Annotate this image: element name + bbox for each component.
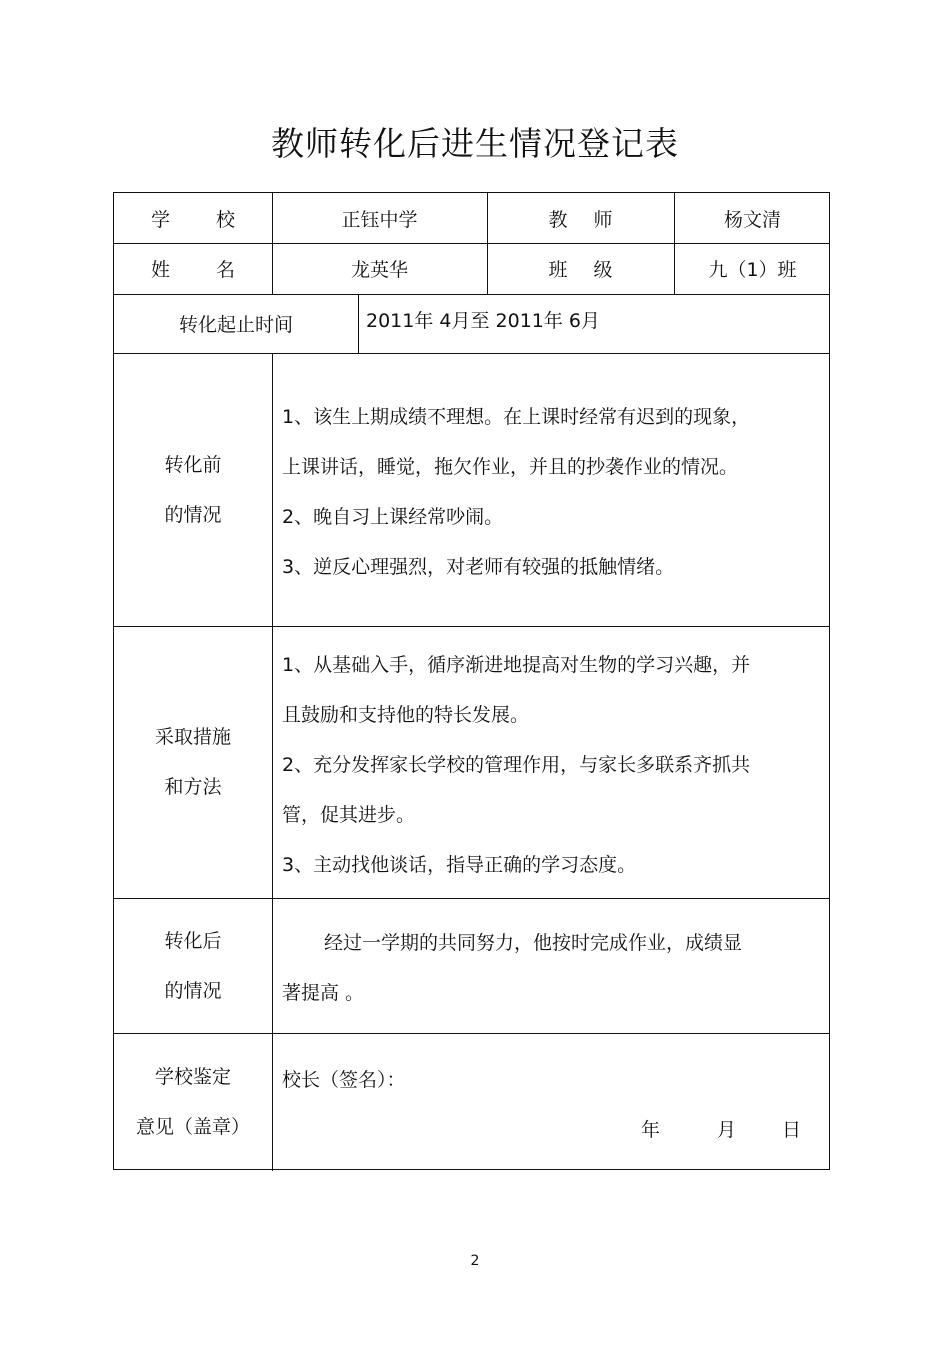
- column-divider: [358, 294, 359, 353]
- date-day-label: 日: [782, 1119, 802, 1141]
- teacher-label: 教 师: [548, 208, 613, 231]
- appraisal-label-line1: 学校鉴定: [154, 1066, 231, 1088]
- measures-line: 3、主动找他谈话，指导正确的学习态度。: [282, 854, 637, 876]
- before-label-line2: 的情况: [164, 503, 222, 526]
- measures-content: [282, 640, 802, 890]
- after-label-line1: 转化后: [164, 929, 222, 952]
- page-number: 2: [470, 1253, 480, 1269]
- principal-signature-label: 校长（签名）：: [282, 1069, 406, 1091]
- measures-line: 管，促其进步。: [282, 804, 416, 826]
- after-label-line2: 的情况: [164, 979, 222, 1002]
- page-title: 教师转化后进生情况登记表: [271, 124, 679, 163]
- before-label: [114, 353, 272, 626]
- name-label: 姓 名: [150, 259, 236, 281]
- measures-line: 且鼓励和支持他的特长发展。: [282, 704, 530, 726]
- after-content: [282, 918, 802, 1018]
- before-line: 2、晚自习上课经常吵闹。: [282, 506, 504, 528]
- name-value: 龙英华: [350, 259, 408, 281]
- school-value: 正钰中学: [341, 208, 418, 231]
- before-line: 1、该生上期成绩不理想。在上课时经常有迟到的现象，: [282, 406, 751, 428]
- registration-form-table: [113, 192, 830, 1170]
- date-year-label: 年: [641, 1119, 661, 1141]
- measures-line: 1、从基础入手，循序渐进地提高对生物的学习兴趣，并: [282, 654, 751, 676]
- after-line: 经过一学期的共同努力，他按时完成作业，成绩显: [324, 932, 743, 954]
- teacher-value: 杨文清: [723, 208, 781, 231]
- measures-label: [114, 626, 272, 898]
- date-month-label: 月: [717, 1119, 737, 1141]
- measures-line: 2、充分发挥家长学校的管理作用，与家长多联系齐抓共: [282, 754, 751, 776]
- appraisal-label-line2: 意见（盖章）: [135, 1116, 250, 1138]
- after-label: [114, 898, 272, 1033]
- appraisal-label: [114, 1033, 272, 1171]
- before-line: 3、逆反心理强烈，对老师有较强的抵触情绪。: [282, 556, 675, 578]
- measures-label-line1: 采取措施: [154, 726, 231, 748]
- period-value: 2011年 4月至 2011年 6月: [366, 309, 601, 332]
- after-line: 著提高 。: [282, 982, 365, 1004]
- before-label-line1: 转化前: [164, 453, 222, 476]
- before-line: 上课讲话，睡觉，拖欠作业，并且的抄袭作业的情况。: [282, 456, 739, 478]
- period-label: 转化起止时间: [178, 314, 293, 336]
- class-label: 班 级: [548, 259, 613, 281]
- column-divider: [272, 353, 273, 1171]
- before-content: [282, 392, 802, 592]
- measures-label-line2: 和方法: [164, 776, 222, 798]
- class-value: 九（1）班: [708, 259, 797, 281]
- school-label: 学 校: [150, 208, 236, 231]
